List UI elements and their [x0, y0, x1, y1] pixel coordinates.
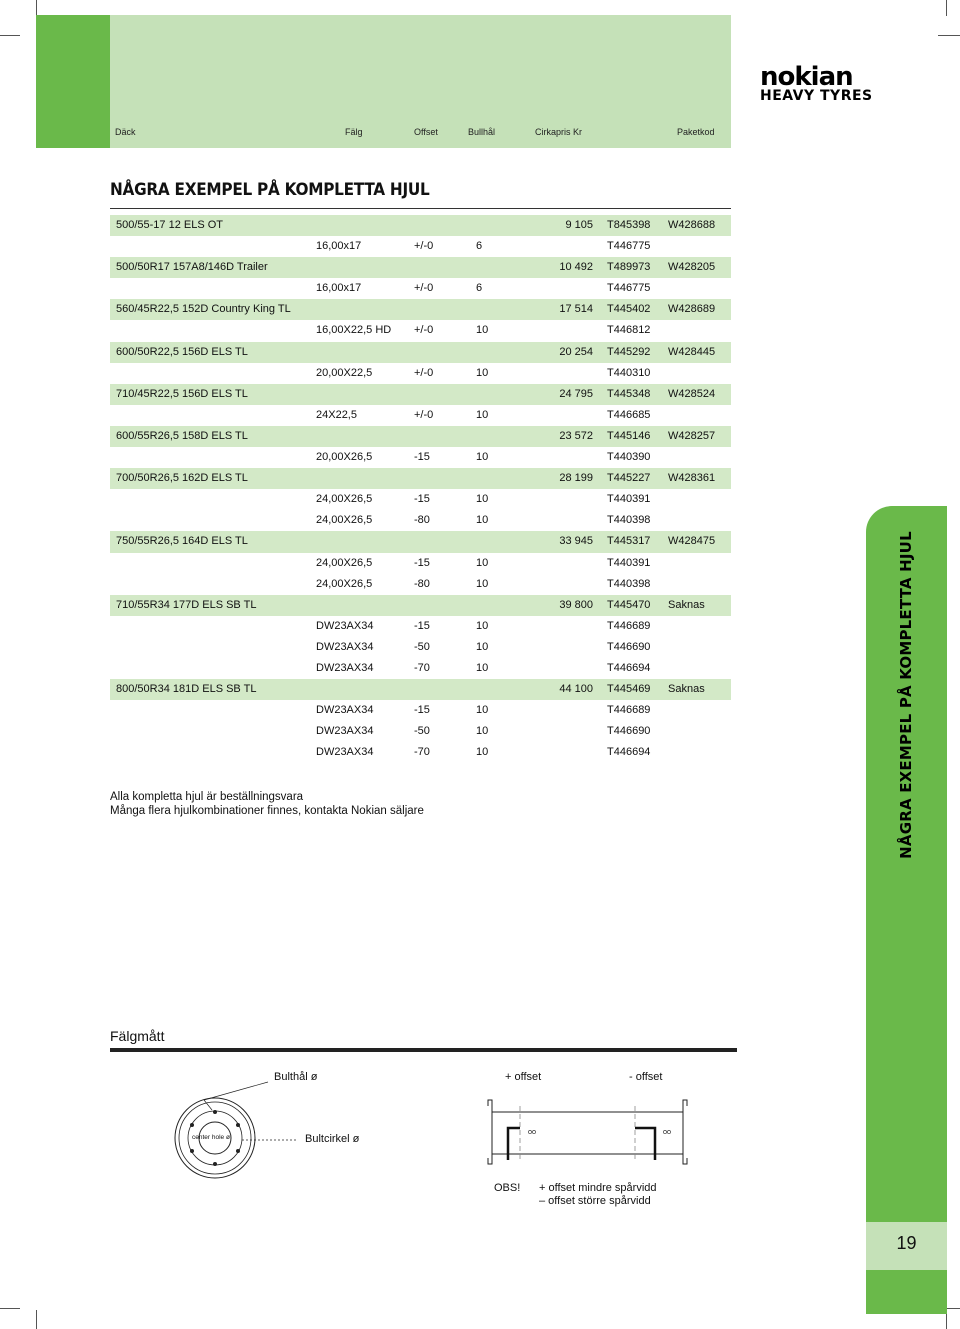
page-number: 19	[896, 1233, 917, 1253]
cell-bolt: 10	[476, 640, 489, 653]
cell-price: 33 945	[559, 535, 593, 548]
plus-offset-label: + offset	[505, 1071, 542, 1083]
cell-bolt: 10	[476, 704, 489, 717]
tyre-row	[110, 342, 731, 363]
cell-rim: DW23AX34	[316, 725, 374, 738]
cell-code: T446689	[607, 619, 651, 632]
cell-tyre: 710/45R22,5 156D ELS TL	[116, 387, 248, 400]
rim-section-rule	[110, 1048, 737, 1052]
cell-rim: 16,00X22,5 HD	[316, 324, 392, 337]
tyre-row	[110, 679, 731, 700]
cell-code: T446689	[607, 704, 651, 717]
cell-bolt: 6	[476, 282, 483, 295]
cell-code: T440398	[607, 577, 651, 590]
cell-code: T445402	[607, 303, 651, 316]
cell-bolt: 10	[476, 451, 489, 464]
cell-price: 20 254	[559, 345, 593, 358]
crop-mark	[938, 35, 960, 36]
cell-offset: -15	[414, 704, 430, 717]
cell-rim: 24,00X26,5	[316, 493, 373, 506]
rim-row	[110, 742, 731, 763]
rim-row	[110, 320, 731, 341]
cell-offset: -50	[414, 725, 430, 738]
cell-tyre: 710/55R34 177D ELS SB TL	[116, 598, 257, 611]
cell-offset: -15	[414, 619, 430, 632]
rim-row	[110, 278, 731, 299]
cell-tyre: 750/55R26,5 164D ELS TL	[116, 535, 248, 548]
crop-mark	[36, 0, 37, 16]
cell-rim: 24X22,5	[316, 408, 357, 421]
obs-label: OBS!	[494, 1182, 521, 1194]
cell-code: T446694	[607, 746, 651, 759]
rim-row	[110, 658, 731, 679]
cell-code: T446775	[607, 282, 651, 295]
tyre-row	[110, 468, 731, 489]
cell-package: W428475	[668, 535, 716, 548]
note-line-2: Många flera hjulkombinationer finnes, kontakta Nokian säljare	[110, 805, 424, 817]
minus-offset-label: - offset	[629, 1071, 663, 1083]
rim-row	[110, 510, 731, 531]
cell-bolt: 10	[476, 661, 489, 674]
bolt-hole-label: Bulthål ø	[274, 1071, 318, 1083]
cell-package: Saknas	[668, 683, 705, 696]
cell-code: T445146	[607, 429, 651, 442]
rim-row	[110, 489, 731, 510]
col-header-bolt-hole: Bullhål	[468, 127, 496, 137]
cell-tyre: 700/50R26,5 162D ELS TL	[116, 472, 248, 485]
cell-rim: DW23AX34	[316, 704, 374, 717]
cell-price: 10 492	[559, 261, 593, 274]
cell-rim: DW23AX34	[316, 640, 374, 653]
rim-row	[110, 405, 731, 426]
cell-bolt: 10	[476, 619, 489, 632]
col-header-package: Paketkod	[677, 127, 715, 137]
cell-offset: +/-0	[414, 282, 434, 295]
cell-offset: -50	[414, 640, 430, 653]
tyre-row	[110, 215, 731, 236]
cell-code: T446694	[607, 661, 651, 674]
cell-package: Saknas	[668, 598, 705, 611]
cell-rim: 16,00x17	[316, 282, 362, 295]
rim-row	[110, 363, 731, 384]
cell-rim: 24,00X26,5	[316, 556, 373, 569]
rim-row	[110, 447, 731, 468]
cell-code: T445470	[607, 598, 651, 611]
page-title: NÅGRA EXEMPEL PÅ KOMPLETTA HJUL	[110, 180, 430, 200]
cell-code: T440391	[607, 556, 651, 569]
cell-code: T440398	[607, 514, 651, 527]
cell-code: T445317	[607, 535, 651, 548]
cell-bolt: 10	[476, 725, 489, 738]
cell-rim: 16,00x17	[316, 240, 362, 253]
cell-code: T446690	[607, 640, 651, 653]
cell-bolt: 10	[476, 556, 489, 569]
cell-code: T445227	[607, 472, 651, 485]
cell-offset: -15	[414, 451, 430, 464]
cell-package: W428361	[668, 472, 716, 485]
cell-rim: 24,00X26,5	[316, 577, 373, 590]
cell-rim: DW23AX34	[316, 619, 374, 632]
cell-rim: DW23AX34	[316, 746, 374, 759]
tyre-row	[110, 531, 731, 552]
obs-line-1: + offset mindre spårvidd	[539, 1182, 657, 1194]
nokian-logo	[760, 62, 890, 104]
rim-row	[110, 236, 731, 257]
rim-row	[110, 637, 731, 658]
col-header-price: Cirkapris Kr	[535, 127, 583, 137]
cell-code: T446690	[607, 725, 651, 738]
cell-code: T445469	[607, 683, 651, 696]
cell-bolt: 10	[476, 408, 489, 421]
note-line-1: Alla kompletta hjul är beställningsvara	[110, 791, 304, 803]
cell-package: W428445	[668, 345, 716, 358]
cell-package: W428689	[668, 303, 716, 316]
cell-rim: 20,00X22,5	[316, 366, 373, 379]
cell-price: 17 514	[559, 303, 593, 316]
cell-rim: 20,00X26,5	[316, 451, 373, 464]
rim-row	[110, 616, 731, 637]
tyre-row	[110, 257, 731, 278]
cell-tyre: 600/50R22,5 156D ELS TL	[116, 345, 248, 358]
cell-offset: -15	[414, 493, 430, 506]
cell-offset: -70	[414, 661, 430, 674]
cell-code: T440391	[607, 493, 651, 506]
cell-tyre: 560/45R22,5 152D Country King TL	[116, 303, 291, 316]
crop-mark	[0, 35, 20, 36]
rim-row	[110, 553, 731, 574]
cell-package: W428688	[668, 219, 716, 231]
obs-notes	[539, 1182, 657, 1208]
cell-offset: +/-0	[414, 408, 434, 421]
crop-mark	[0, 1308, 20, 1309]
rim-section-title: Fälgmått	[110, 1028, 165, 1044]
crop-mark	[946, 0, 947, 16]
cell-tyre: 800/50R34 181D ELS SB TL	[116, 683, 257, 696]
cell-offset: -80	[414, 514, 430, 527]
cell-code: T446812	[607, 324, 651, 337]
cell-tyre: 500/55-17 12 ELS OT	[116, 219, 224, 231]
logo-wordmark: nokian	[760, 62, 853, 92]
cell-rim: 24,00X26,5	[316, 514, 373, 527]
cell-offset: +/-0	[414, 240, 434, 253]
cell-price: 24 795	[559, 387, 593, 400]
cell-code: T446685	[607, 408, 651, 421]
cell-code: T489973	[607, 261, 651, 274]
header-green-block	[36, 15, 110, 148]
cell-offset: -70	[414, 746, 430, 759]
title-rule	[110, 208, 731, 209]
bolt-circle-label: Bultcirkel ø	[305, 1133, 360, 1145]
col-header-offset: Offset	[414, 127, 438, 137]
cell-package: W428257	[668, 429, 716, 442]
cell-package: W428205	[668, 261, 716, 274]
cell-package: W428524	[668, 387, 716, 400]
cell-rim: DW23AX34	[316, 661, 374, 674]
cell-bolt: 10	[476, 493, 489, 506]
cell-code: T440390	[607, 451, 651, 464]
cell-offset: +/-0	[414, 366, 434, 379]
col-header-tyre: Däck	[115, 127, 136, 137]
cell-bolt: 10	[476, 746, 489, 759]
cell-price: 23 572	[559, 429, 593, 442]
cell-tyre: 500/50R17 157A8/146D Trailer	[116, 261, 268, 274]
cell-offset: -80	[414, 577, 430, 590]
logo-subtitle: HEAVY TYRES	[760, 88, 873, 104]
obs-line-2: – offset större spårvidd	[539, 1195, 651, 1207]
notes	[110, 790, 424, 818]
crop-mark	[36, 1310, 37, 1329]
rim-row	[110, 700, 731, 721]
cell-offset: -15	[414, 556, 430, 569]
wheel-table	[110, 215, 731, 763]
rim-row	[110, 574, 731, 595]
cell-code: T446775	[607, 240, 651, 253]
cell-price: 28 199	[559, 472, 593, 485]
cell-offset: +/-0	[414, 324, 434, 337]
tyre-row	[110, 384, 731, 405]
rim-offset-diagram	[480, 1088, 695, 1173]
cell-code: T445292	[607, 345, 651, 358]
cell-bolt: 10	[476, 514, 489, 527]
tyre-row	[110, 426, 731, 447]
cell-code: T440310	[607, 366, 651, 379]
cell-code: T845398	[607, 219, 651, 231]
cell-price: 39 800	[559, 598, 593, 611]
cell-price: 44 100	[559, 683, 593, 696]
cell-bolt: 10	[476, 366, 489, 379]
col-header-rim: Fälg	[345, 127, 363, 137]
center-hole-label: center hole ø	[192, 1134, 230, 1141]
side-tab-title: NÅGRA EXEMPEL PÅ KOMPLETTA HJUL	[897, 531, 915, 859]
cell-bolt: 10	[476, 577, 489, 590]
tyre-row	[110, 595, 731, 616]
cell-code: T445348	[607, 387, 651, 400]
cell-price: 9 105	[565, 219, 593, 231]
cell-bolt: 6	[476, 240, 483, 253]
tyre-row	[110, 299, 731, 320]
rim-row	[110, 721, 731, 742]
cell-tyre: 600/55R26,5 158D ELS TL	[116, 429, 248, 442]
cell-bolt: 10	[476, 324, 489, 337]
